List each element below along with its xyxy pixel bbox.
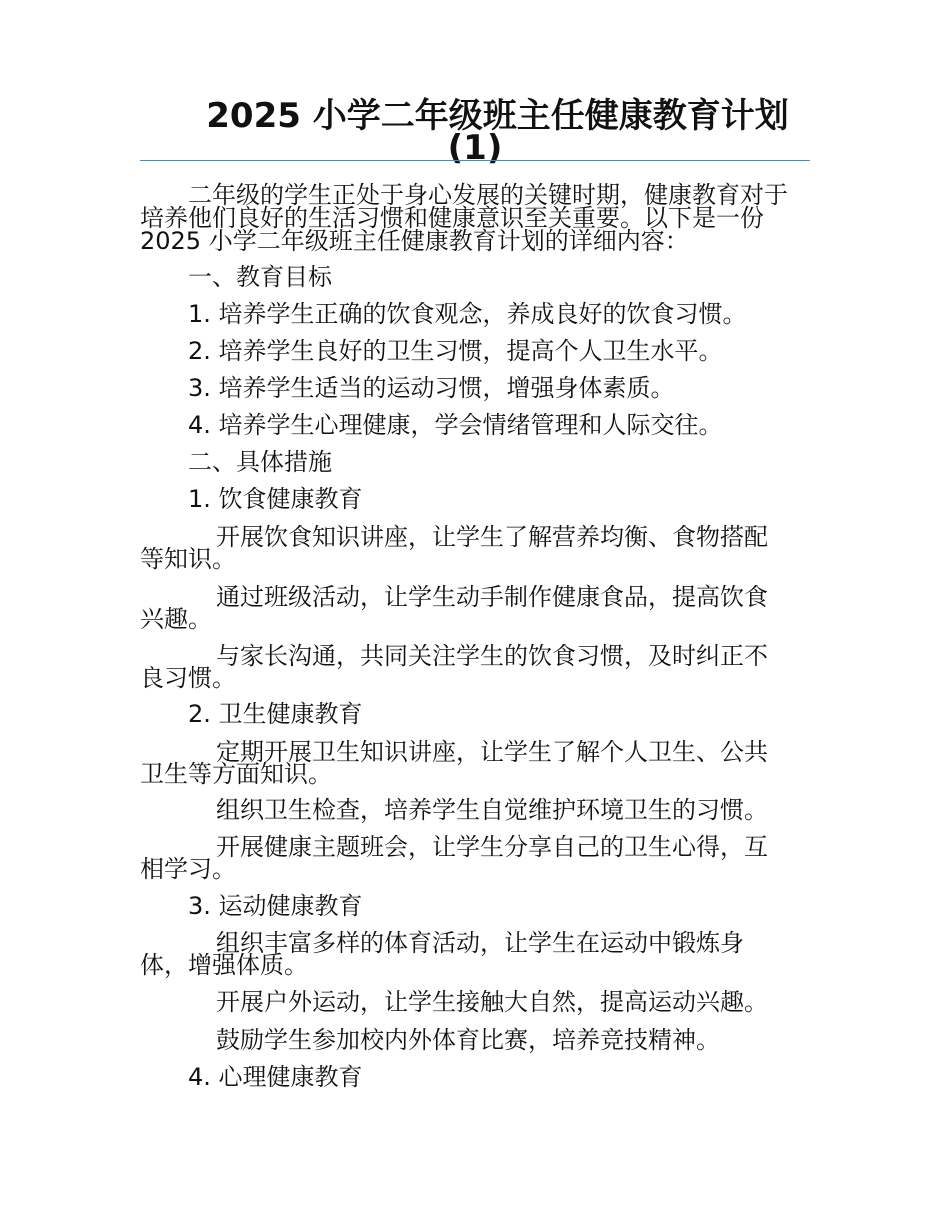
document-title (140, 96, 810, 168)
sport-item-1-line-1: 组织丰富多样的体育活动，让学生在运动中锻炼身 (216, 929, 744, 957)
intro-line-1: 二年级的学生正处于身心发展的关键时期，健康教育对于 (188, 181, 788, 209)
diet-item-2-line-2: 兴趣。 (140, 605, 212, 633)
title-line-1: 2025 小学二年级班主任健康教育计划 (206, 96, 789, 136)
hygiene-item-3-line-1: 开展健康主题班会，让学生分享自己的卫生心得，互 (216, 833, 768, 861)
title-line-2: (1) (447, 128, 503, 168)
section-heading-goals: 一、教育目标 (188, 263, 332, 291)
diet-item-3-line-1: 与家长沟通，共同关注学生的饮食习惯，及时纠正不 (216, 642, 768, 670)
section-heading-measures: 二、具体措施 (188, 448, 332, 476)
hygiene-item-1-line-2: 卫生等方面知识。 (140, 760, 332, 788)
goal-item: 3. 培养学生适当的运动习惯，增强身体素质。 (188, 374, 675, 402)
goal-item: 4. 培养学生心理健康，学会情绪管理和人际交往。 (188, 411, 723, 439)
subheading-mental: 4. 心理健康教育 (188, 1063, 363, 1091)
diet-item-2-line-1: 通过班级活动，让学生动手制作健康食品，提高饮食 (216, 583, 768, 611)
hygiene-item-3-line-2: 相学习。 (140, 855, 236, 883)
goal-item: 1. 培养学生正确的饮食观念，养成良好的饮食习惯。 (188, 300, 747, 328)
diet-item-3-line-2: 良习惯。 (140, 664, 236, 692)
intro-line-2: 培养他们良好的生活习惯和健康意识至关重要。以下是一份 (140, 204, 764, 232)
subheading-hygiene: 2. 卫生健康教育 (188, 700, 363, 728)
title-divider (140, 160, 810, 161)
hygiene-item-1-line-1: 定期开展卫生知识讲座，让学生了解个人卫生、公共 (216, 738, 768, 766)
sport-item-3: 鼓励学生参加校内外体育比赛，培养竞技精神。 (216, 1026, 720, 1054)
subheading-diet: 1. 饮食健康教育 (188, 485, 363, 513)
sport-item-1-line-2: 体，增强体质。 (140, 951, 308, 979)
intro-line-3: 2025 小学二年级班主任健康教育计划的详细内容： (140, 227, 689, 255)
diet-item-1-line-2: 等知识。 (140, 545, 236, 573)
hygiene-item-2: 组织卫生检查，培养学生自觉维护环境卫生的习惯。 (216, 796, 768, 824)
sport-item-2: 开展户外运动，让学生接触大自然，提高运动兴趣。 (216, 988, 768, 1016)
diet-item-1-line-1: 开展饮食知识讲座，让学生了解营养均衡、食物搭配 (216, 523, 768, 551)
goal-item: 2. 培养学生良好的卫生习惯，提高个人卫生水平。 (188, 337, 723, 365)
subheading-sport: 3. 运动健康教育 (188, 892, 363, 920)
